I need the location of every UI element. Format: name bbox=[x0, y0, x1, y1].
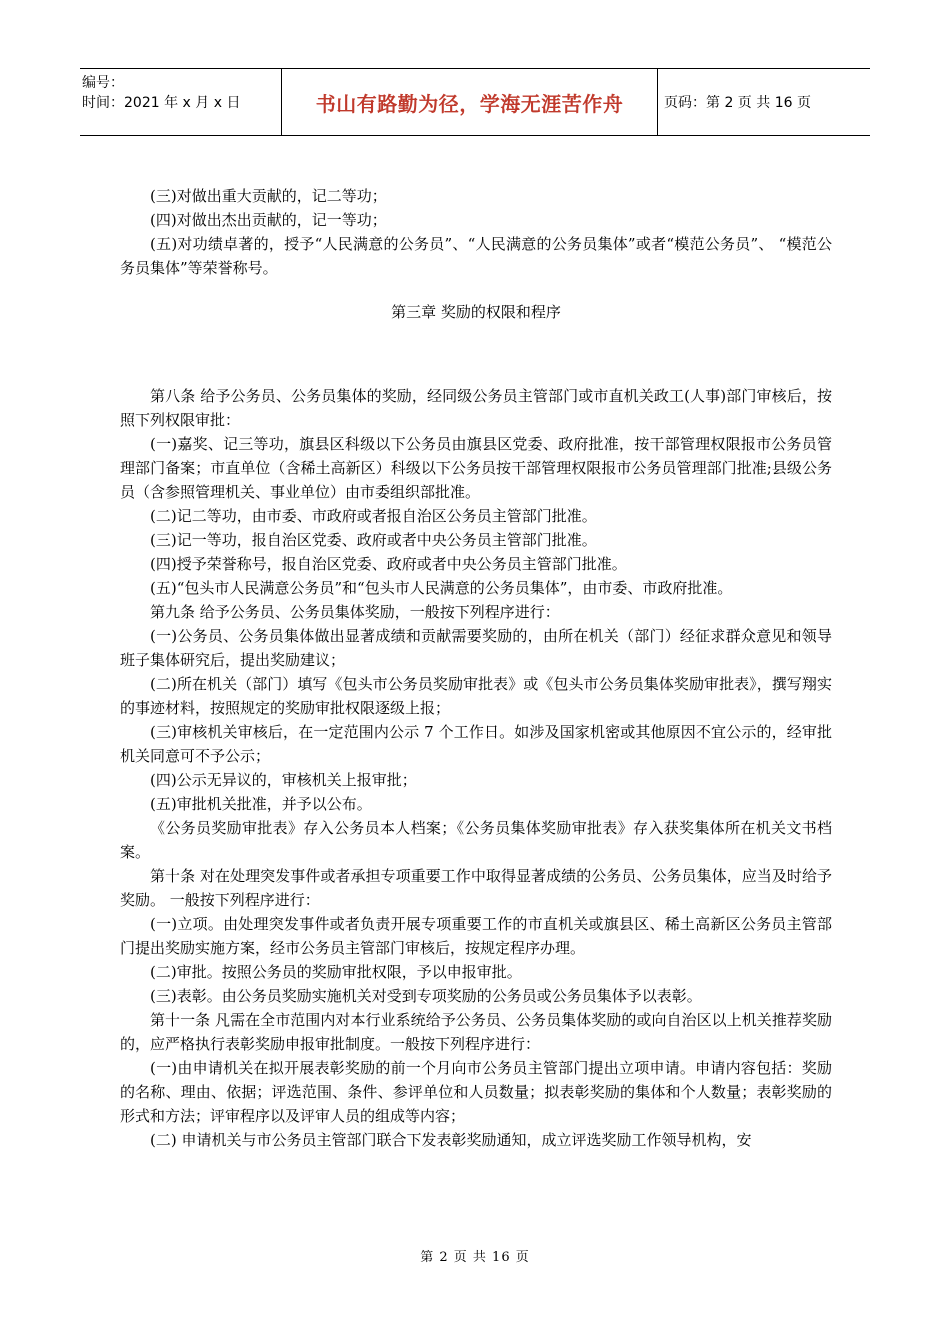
article-paragraph: 第十一条 凡需在全市范围内对本行业系统给予公务员、公务员集体奖励的或向自治区以上机关推荐奖励的，应严格执行表彰奖励申报审批制度。一般按下列程序进行： bbox=[120, 1011, 832, 1053]
paragraph: (五)审批机关批准，并予以公布。 bbox=[150, 795, 372, 813]
paragraph: (二)审批。按照公务员的奖励审批权限，予以申报审批。 bbox=[150, 963, 522, 981]
paragraph: (二) 申请机关与市公务员主管部门联合下发表彰奖励通知，成立评选奖励工作领导机构，安 bbox=[150, 1131, 752, 1149]
page-footer: 第 2 页 共 16 页 bbox=[420, 1250, 530, 1265]
header-meta bbox=[80, 69, 282, 135]
paragraph: (一)公务员、公务员集体做出显著成绩和贡献需要奖励的，由所在机关（部门）经征求群众意见和领导班子集体研究后，提出奖励建议； bbox=[120, 627, 832, 669]
paragraph: (四)公示无异议的，审核机关上报审批； bbox=[150, 771, 417, 789]
paragraph: (四)对做出杰出贡献的，记一等功； bbox=[150, 211, 387, 229]
paragraph: (五)对功绩卓著的，授予“人民满意的公务员”、“人民满意的公务员集体”或者“模范公务员”、 “模范公务员集体”等荣誉称号。 bbox=[120, 235, 832, 277]
article-paragraph: 第十条 对在处理突发事件或者承担专项重要工作中取得显著成绩的公务员、公务员集体，应当及时给予奖励。 一般按下列程序进行： bbox=[120, 867, 832, 909]
document-date-label: 时间：2021 年 x 月 x 日 bbox=[82, 95, 241, 111]
document-body bbox=[120, 184, 832, 1152]
paragraph: (三)审核机关审核后，在一定范围内公示 7 个工作日。如涉及国家机密或其他原因不宜公示的，经审批机关同意可不予公示； bbox=[120, 723, 832, 765]
paragraph: (三)记一等功，报自治区党委、政府或者中央公务员主管部门批准。 bbox=[150, 531, 597, 549]
paragraph: (五)“包头市人民满意公务员”和“包头市人民满意的公务员集体”，由市委、市政府批准。 bbox=[150, 579, 733, 597]
paragraph: 《公务员奖励审批表》存入公务员本人档案；《公务员集体奖励审批表》存入获奖集体所在机关文书档案。 bbox=[120, 819, 832, 861]
header-motto: 书山有路勤为径，学海无涯苦作舟 bbox=[282, 69, 658, 135]
header-page-info: 页码：第 2 页 共 16 页 bbox=[664, 95, 811, 111]
paragraph: (二)记二等功，由市委、市政府或者报自治区公务员主管部门批准。 bbox=[150, 507, 597, 525]
paragraph: (三)表彰。由公务员奖励实施机关对受到专项奖励的公务员或公务员集体予以表彰。 bbox=[150, 987, 702, 1005]
paragraph: (四)授予荣誉称号，报自治区党委、政府或者中央公务员主管部门批准。 bbox=[150, 555, 627, 573]
paragraph: (二)所在机关（部门）填写《包头市公务员奖励审批表》或《包头市公务员集体奖励审批表》，撰写翔实的事迹材料，按照规定的奖励审批权限逐级上报； bbox=[120, 675, 832, 717]
page-header bbox=[80, 68, 870, 136]
chapter-title: 第三章 奖励的权限和程序 bbox=[391, 303, 561, 321]
paragraph: (一)立项。由处理突发事件或者负责开展专项重要工作的市直机关或旗县区、稀土高新区公务员主管部门提出奖励实施方案，经市公务员主管部门审核后，按规定程序办理。 bbox=[120, 915, 832, 957]
article-paragraph: 第八条 给予公务员、公务员集体的奖励，经同级公务员主管部门或市直机关政工(人事)部门审核后，按照下列权限审批： bbox=[120, 387, 832, 429]
article-paragraph: 第九条 给予公务员、公务员集体奖励，一般按下列程序进行： bbox=[150, 603, 560, 621]
document-number-label: 编号： bbox=[82, 75, 124, 91]
paragraph: (一)由申请机关在拟开展表彰奖励的前一个月向市公务员主管部门提出立项申请。申请内容包括：奖励的名称、理由、依据；评选范围、条件、参评单位和人员数量；拟表彰奖励的集体和个人数量；表彰奖励的形式和方法；评审程序以及评审人员的组成等内容； bbox=[120, 1059, 832, 1125]
paragraph: (一)嘉奖、记三等功，旗县区科级以下公务员由旗县区党委、政府批准，按干部管理权限报市公务员管理部门备案；市直单位（含稀土高新区）科级以下公务员按干部管理权限报市公务员管理部门批准;县级公务员（含参照管理机关、事业单位）由市委组织部批准。 bbox=[120, 435, 832, 501]
paragraph: (三)对做出重大贡献的，记二等功； bbox=[150, 187, 387, 205]
